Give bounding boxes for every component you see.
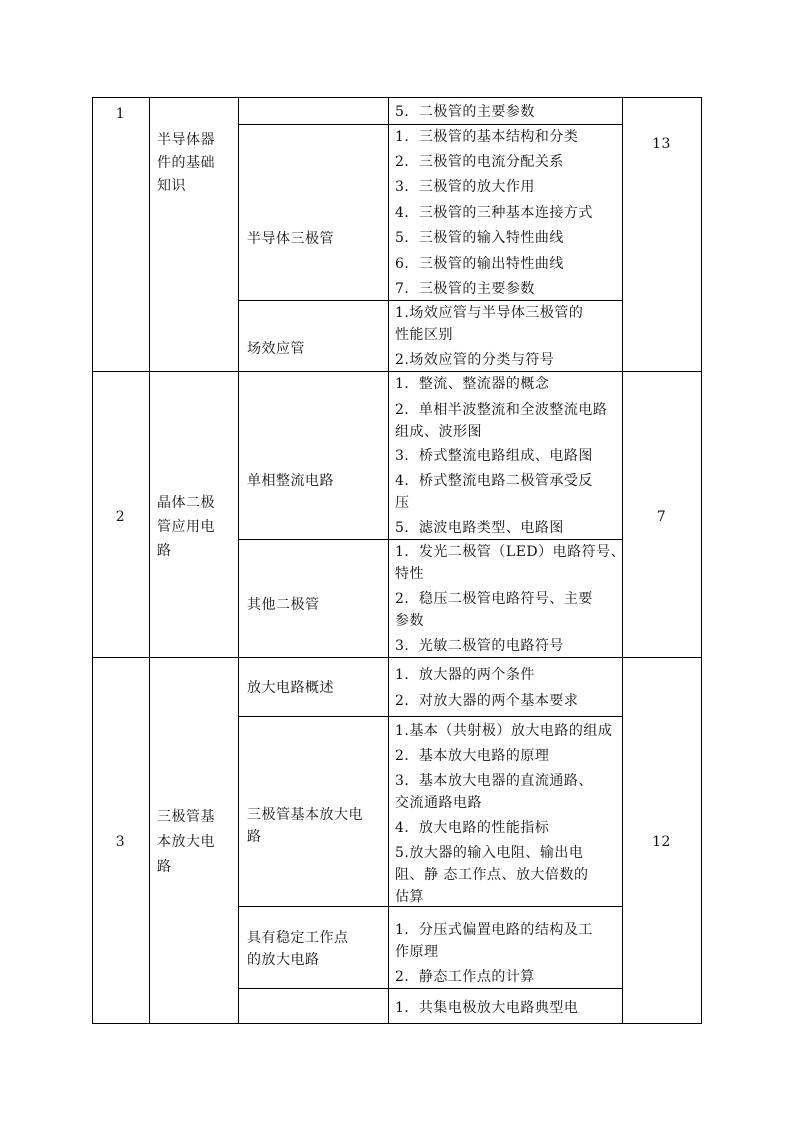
row-divider-unit	[92, 657, 701, 658]
topic-title: 的放大电路	[247, 952, 320, 968]
content-item: 性能区别	[395, 327, 453, 343]
content-item: 5.放大器的输入电阻、输出电	[395, 845, 584, 861]
content-item: 1．整流、整流器的概念	[395, 376, 550, 392]
content-item: 6．三极管的输出特性曲线	[395, 256, 564, 272]
content-item: 2．三极管的电流分配关系	[395, 154, 564, 170]
content-item: 压	[395, 495, 410, 511]
content-item: 2．稳压二极管电路符号、主要	[395, 591, 593, 607]
content-item: 阻、静 态工作点、放大倍数的	[395, 867, 589, 883]
content-item: 1．三极管的基本结构和分类	[395, 129, 579, 145]
topic-title: 具有稳定工作点	[247, 930, 349, 946]
topic-title: 单相整流电路	[247, 473, 334, 489]
content-item: 2.场效应管的分类与符号	[395, 352, 555, 368]
unit-title-line: 晶体二极	[157, 495, 215, 511]
topic-title: 路	[247, 829, 262, 845]
content-item: 3．基本放大电器的直流通路、	[395, 773, 593, 789]
topic-title: 三极管基本放大电	[247, 807, 363, 823]
unit-title-line: 三极管基	[157, 809, 215, 825]
row-divider-topic	[238, 124, 622, 125]
unit-number: 2	[115, 509, 126, 525]
topic-title: 场效应管	[247, 341, 305, 357]
content-item: 4．放大电路的性能指标	[395, 820, 550, 836]
content-item: 3．桥式整流电路组成、电路图	[395, 448, 593, 464]
topic-title: 其他二极管	[247, 597, 320, 613]
content-item: 1.场效应管与半导体三极管的	[395, 305, 584, 321]
unit-title-line: 管应用电	[157, 519, 215, 535]
row-divider-topic	[238, 988, 622, 989]
row-divider-topic	[238, 300, 622, 301]
content-item: 1．分压式偏置电路的结构及工	[395, 922, 593, 938]
content-item: 3．三极管的放大作用	[395, 179, 535, 195]
content-item: 5．二极管的主要参数	[395, 104, 535, 120]
column-divider	[238, 97, 239, 1024]
content-item: 交流通路电路	[395, 795, 482, 811]
content-item: 组成、波形图	[395, 424, 482, 440]
content-item: 5．滤波电路类型、电路图	[395, 520, 564, 536]
unit-title-line: 知识	[157, 178, 186, 194]
table-left-border	[92, 97, 93, 1024]
table-top-border	[92, 97, 701, 98]
class-hours: 13	[652, 136, 671, 152]
content-item: 2．基本放大电路的原理	[395, 748, 550, 764]
content-item: 2．单相半波整流和全波整流电路	[395, 402, 608, 418]
content-item: 1．放大器的两个条件	[395, 667, 535, 683]
unit-number: 1	[115, 106, 126, 122]
content-item: 4．桥式整流电路二极管承受反	[395, 473, 593, 489]
row-divider-topic	[238, 906, 622, 907]
class-hours: 12	[652, 834, 671, 850]
row-divider-unit	[92, 371, 701, 372]
table-bottom-border	[92, 1023, 701, 1024]
content-item: 2．对放大器的两个基本要求	[395, 693, 579, 709]
content-item: 4．三极管的三种基本连接方式	[395, 205, 593, 221]
topic-title: 放大电路概述	[247, 680, 334, 696]
row-divider-topic	[238, 539, 622, 540]
content-item: 参数	[395, 613, 424, 629]
content-item: 1．发光二极管（LED）电路符号、	[395, 544, 626, 560]
content-item: 3．光敏二极管的电路符号	[395, 638, 564, 654]
unit-title-line: 件的基础	[157, 155, 215, 171]
unit-title-line: 路	[157, 543, 172, 559]
content-item: 7．三极管的主要参数	[395, 281, 535, 297]
content-item: 作原理	[395, 944, 439, 960]
unit-number: 3	[115, 834, 126, 850]
unit-title-line: 路	[157, 859, 172, 875]
content-item: 5．三极管的输入特性曲线	[395, 230, 564, 246]
content-item: 特性	[395, 566, 424, 582]
unit-title-line: 本放大电	[157, 834, 215, 850]
topic-title: 半导体三极管	[247, 231, 334, 247]
table-right-border	[701, 97, 702, 1024]
column-divider	[388, 97, 389, 1024]
content-item: 1.基本（共射极）放大电路的组成	[395, 723, 613, 739]
content-item: 1．共集电极放大电路典型电	[395, 1000, 579, 1016]
content-item: 2．静态工作点的计算	[395, 969, 535, 985]
class-hours: 7	[656, 509, 667, 525]
row-divider-topic	[238, 716, 622, 717]
content-item: 估算	[395, 889, 424, 905]
column-divider	[149, 97, 150, 1024]
unit-title-line: 半导体器	[157, 132, 215, 148]
